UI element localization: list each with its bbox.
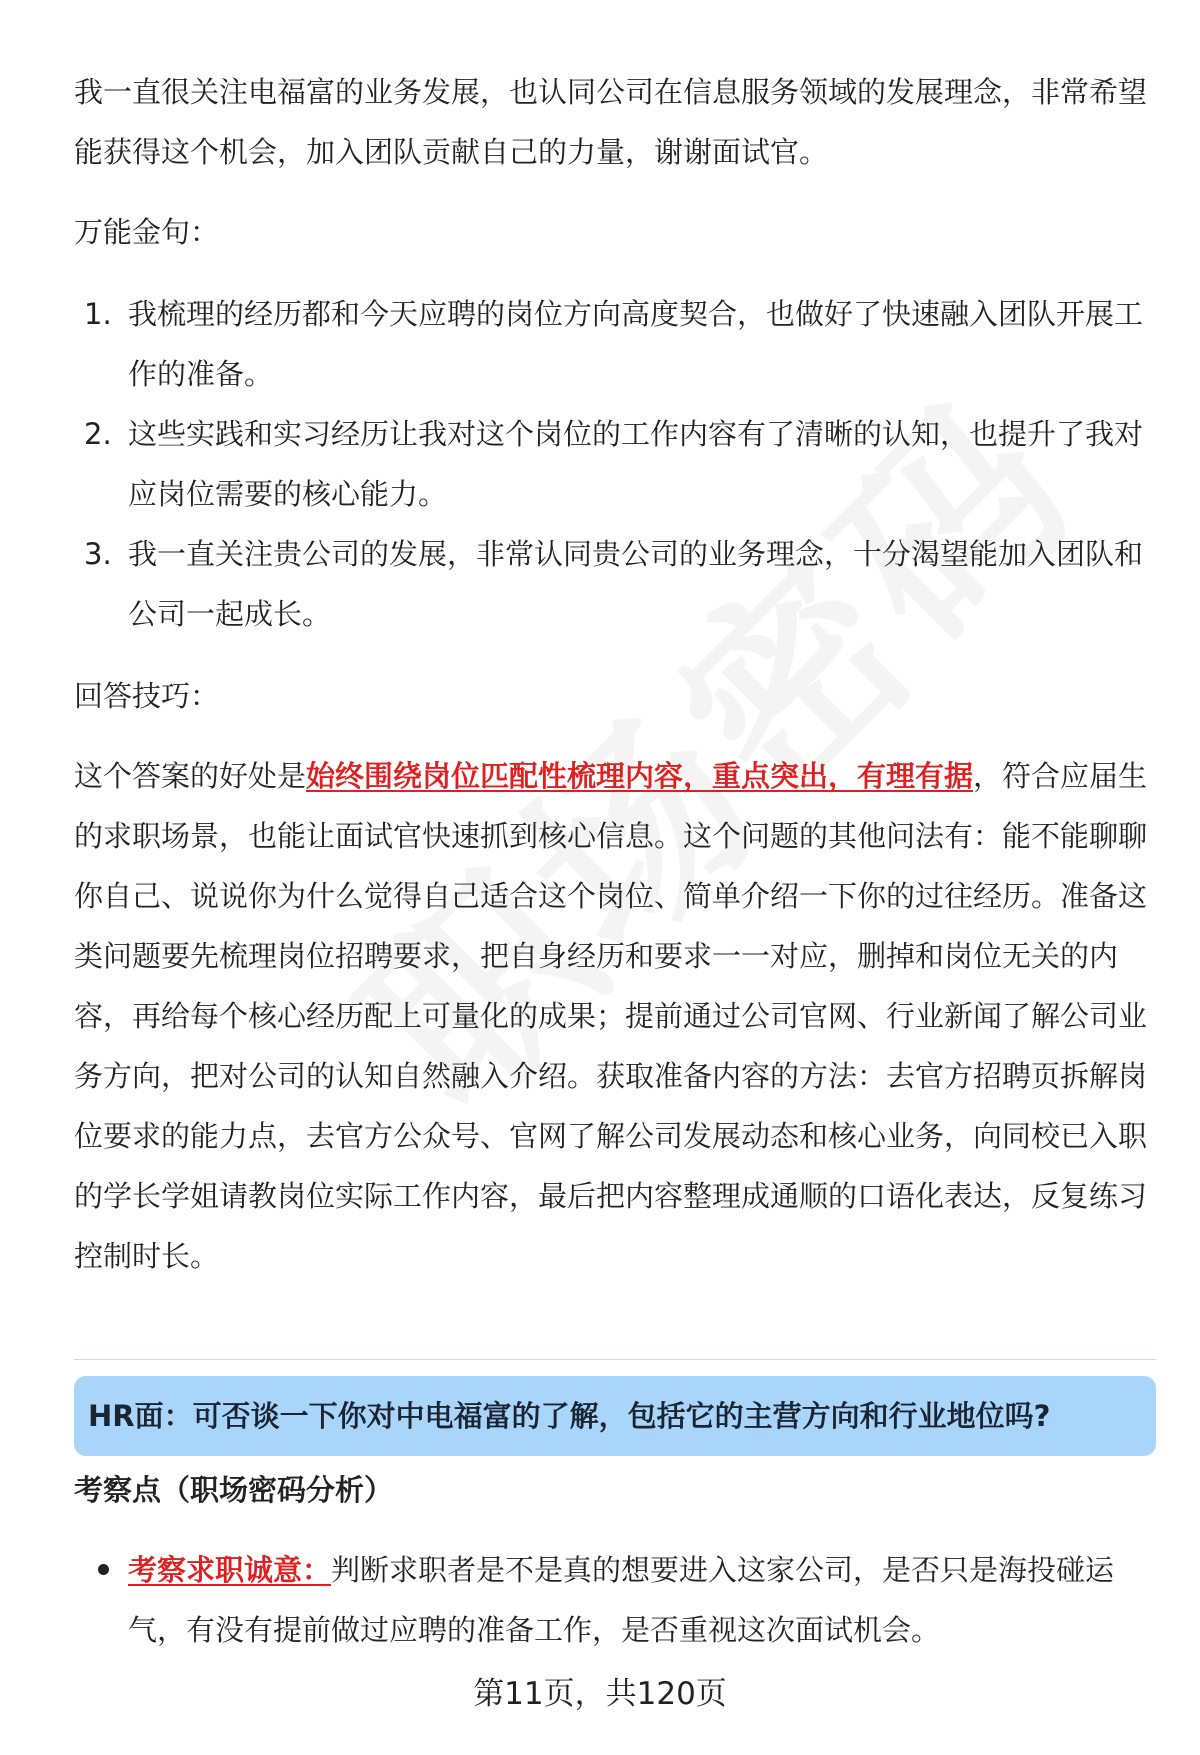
section-divider (74, 1359, 1156, 1360)
golden-sentences-heading: 万能金句： (74, 215, 220, 249)
tips-highlight: 始终围绕岗位匹配性梳理内容，重点突出，有理有据 (306, 759, 974, 793)
list-number: 3. (84, 537, 112, 571)
tips-heading: 回答技巧： (74, 679, 220, 713)
list-item-text: 我梳理的经历都和今天应聘的岗位方向高度契合，也做好了快速融入团队开展工作的准备。 (128, 297, 1144, 391)
list-item (74, 404, 1156, 524)
analysis-bullet (74, 1540, 1156, 1660)
tips-paragraph (74, 746, 1156, 1286)
analysis-heading: 考察点（职场密码分析） (74, 1473, 394, 1507)
list-item (74, 284, 1156, 404)
page-footer: 第11页，共120页 (473, 1676, 727, 1712)
tips-lead: 这个答案的好处是 (74, 759, 307, 793)
tips-rest: ，符合应届生的求职场景，也能让面试官快速抓到核心信息。这个问题的其他问法有：能不能聊聊你自己、说说你为什么觉得自己适合这个岗位、简单介绍一下你的过往经历。准备这类问题要先梳理岗位招聘要求，把自身经历和要求一一对应，删掉和岗位无关的内容，再给每个核心经历配上可量化的成果；提前通过公司官网、行业新闻了解公司业务方向，把对公司的认知自然融入介绍。获取准备内容的方法：去官方招聘页拆解岗位要求的能力点，去官方公众号、官网了解公司发展动态和核心业务，向同校已入职的学长学姐请教岗位实际工作内容，最后把内容整理成通顺的口语化表达，反复练习控制时长。 (74, 759, 1148, 1273)
list-item-text: 我一直关注贵公司的发展，非常认同贵公司的业务理念，十分渴望能加入团队和公司一起成长。 (128, 537, 1144, 631)
list-number: 2. (84, 417, 112, 451)
list-number: 1. (84, 297, 112, 331)
analysis-bullet-label: 考察求职诚意： (128, 1553, 332, 1587)
intro-paragraph: 我一直很关注电福富的业务发展，也认同公司在信息服务领域的发展理念，非常希望能获得这个机会，加入团队贡献自己的力量，谢谢面试官。 (74, 75, 1148, 169)
list-item-text: 这些实践和实习经历让我对这个岗位的工作内容有了清晰的认知，也提升了我对应岗位需要的核心能力。 (128, 417, 1144, 511)
golden-sentences-list (74, 284, 1156, 644)
analysis-bullet-text: 判断求职者是不是真的想要进入这家公司，是否只是海投碰运气，有没有提前做过应聘的准备工作，是否重视这次面试机会。 (128, 1553, 1115, 1647)
list-item (74, 524, 1156, 644)
bullet-dot-icon (98, 1564, 109, 1575)
hr-question-box: HR面：可否谈一下你对中电福富的了解，包括它的主营方向和行业地位吗? (74, 1376, 1156, 1456)
document-body (74, 62, 1156, 1286)
